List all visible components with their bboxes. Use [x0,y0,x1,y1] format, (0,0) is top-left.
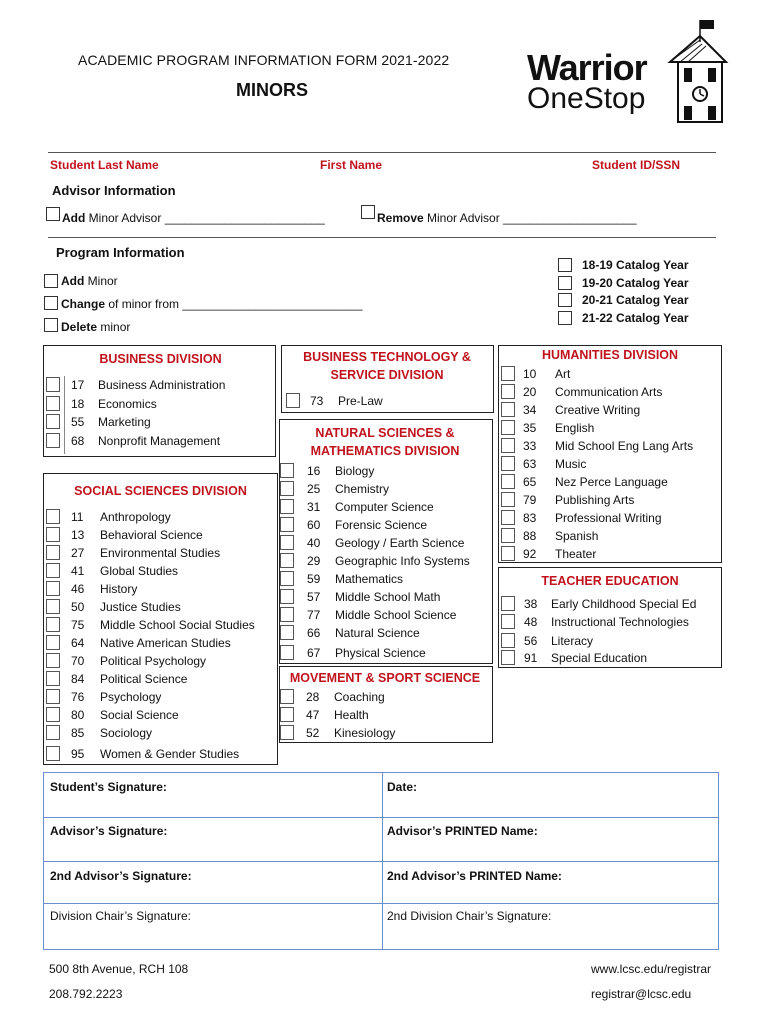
remove-advisor-label: Remove Minor Advisor ____________________ [377,211,637,225]
advisor-signature-field[interactable]: Advisor’s Signature: [50,824,168,838]
minor-checkbox[interactable] [501,650,515,665]
divider [48,152,716,153]
advisor-info-heading: Advisor Information [52,183,176,198]
minor-code: 75 [71,618,85,632]
minor-code: 40 [307,536,321,550]
second-division-chair-signature-field[interactable]: 2nd Division Chair’s Signature: [387,909,552,923]
minor-code: 38 [524,597,538,611]
divider [48,237,716,238]
minor-checkbox[interactable] [280,499,294,514]
business-technology-division-box [281,345,494,413]
catalog-year-checkbox[interactable] [558,293,572,307]
minor-checkbox[interactable] [46,527,60,542]
business-division-title: BUSINESS DIVISION [99,352,222,366]
humanities-division-box [498,345,722,563]
minor-checkbox[interactable] [46,653,60,668]
social-sciences-division-box [43,473,278,765]
minor-checkbox[interactable] [280,707,294,722]
minor-checkbox[interactable] [46,509,60,524]
minor-code: 18 [71,396,85,411]
minor-code: 64 [71,636,85,650]
minor-name: Theater [555,547,597,561]
minor-name: Psychology [100,690,162,704]
minor-name: Political Psychology [100,654,207,668]
minor-name: Art [555,367,571,381]
minor-code: 33 [523,439,537,453]
minor-name: Kinesiology [334,726,396,740]
minor-name: Global Studies [100,564,179,578]
minor-code: 91 [524,651,538,665]
minor-name: Literacy [551,634,594,648]
minor-checkbox[interactable] [280,463,294,478]
minor-code: 84 [71,672,85,686]
footer-website[interactable]: www.lcsc.edu/registrar [591,962,712,976]
minor-checkbox[interactable] [501,596,515,611]
footer-phone: 208.792.2223 [49,987,123,1001]
minor-name: Natural Science [335,626,420,640]
minor-code: 79 [523,493,537,507]
minor-checkbox[interactable] [46,581,60,596]
minor-name: Native American Studies [100,636,231,650]
natural-sciences-title-line1: NATURAL SCIENCES & [315,426,455,440]
minor-name: Social Science [100,708,179,722]
humanities-division-title: HUMANITIES DIVISION [541,348,679,362]
natural-sciences-title-line2: MATHEMATICS DIVISION [310,444,460,458]
minor-checkbox[interactable] [46,414,60,429]
minor-checkbox[interactable] [501,614,515,629]
form-subtitle: MINORS [236,80,308,100]
minor-checkbox[interactable] [46,433,60,448]
minor-code: 83 [523,511,537,525]
minor-name: Mid School Eng Lang Arts [555,439,694,453]
minor-checkbox[interactable] [46,671,60,686]
division-chair-signature-field[interactable]: Division Chair’s Signature: [50,909,191,923]
minor-code: 27 [71,546,85,560]
minor-checkbox[interactable] [280,625,294,640]
minor-checkbox[interactable] [501,438,515,453]
logo-text-warrior: Warrior [527,47,647,88]
minor-code: 16 [307,464,321,478]
minor-code: 95 [71,747,85,761]
minor-name: Behavioral Science [100,528,203,542]
minor-checkbox[interactable] [46,617,60,632]
second-advisor-signature-field[interactable]: 2nd Advisor’s Signature: [50,869,192,883]
minor-name: Middle School Science [335,608,457,622]
minor-checkbox[interactable] [280,571,294,586]
minor-name: Nonprofit Management [98,433,221,448]
movement-sport-division-box [279,666,493,743]
minor-checkbox[interactable] [501,402,515,417]
minor-code: 76 [71,690,85,704]
minor-code: 20 [523,385,537,399]
business-technology-title-line2: SERVICE DIVISION [330,368,444,382]
minor-code: 41 [71,564,85,578]
add-minor-label: Add Minor [61,274,118,288]
change-minor-label: Change of minor from ___________________________ [61,297,363,311]
minor-name: Nez Perce Language [555,475,668,489]
minor-checkbox[interactable] [46,545,60,560]
minor-name: Environmental Studies [100,546,221,560]
minor-name: Marketing [98,415,151,429]
minor-code: 46 [71,582,85,596]
minor-name: History [100,582,138,596]
minor-code: 66 [307,626,321,640]
add-advisor-label: Add Minor Advisor ________________________ [62,211,325,225]
minor-checkbox[interactable] [280,645,294,660]
minor-code: 48 [524,615,538,629]
minor-checkbox[interactable] [280,725,294,740]
delete-minor-checkbox[interactable] [44,318,58,332]
minor-name: Economics [98,396,157,411]
minor-checkbox[interactable] [46,563,60,578]
minor-code: 10 [523,367,537,381]
minor-code: 13 [71,528,85,542]
advisor-printed-name-field[interactable]: Advisor’s PRINTED Name: [387,824,538,838]
remove-advisor-checkbox[interactable] [361,205,375,219]
add-advisor-checkbox[interactable] [46,207,60,221]
minor-code: 50 [71,600,85,614]
minor-name: Sociology [100,726,153,740]
natural-sciences-division-box [279,419,493,664]
minor-checkbox[interactable] [46,689,60,704]
minor-name: Business Administration [98,378,226,392]
minor-checkbox[interactable] [46,377,60,392]
minor-code: 31 [307,500,321,514]
minor-name: Publishing Arts [555,493,635,507]
second-advisor-printed-name-field[interactable]: 2nd Advisor’s PRINTED Name: [387,869,562,883]
minor-code: 85 [71,726,85,740]
minor-name: Women & Gender Studies [100,747,240,761]
minor-name: Early Childhood Special Ed [551,597,697,611]
minor-checkbox[interactable] [501,456,515,471]
minor-code: 25 [307,482,321,496]
student-signature-field[interactable]: Student’s Signature: [50,780,167,794]
catalog-year-checkbox[interactable] [558,311,572,325]
signature-table [43,772,719,950]
catalog-year-label: 21-22 Catalog Year [582,311,689,325]
minor-checkbox[interactable] [501,366,515,381]
minor-checkbox[interactable] [280,517,294,532]
minor-name: Coaching [334,690,385,704]
minor-checkbox[interactable] [46,725,60,740]
date-field[interactable]: Date: [387,780,418,794]
minor-code: 52 [306,726,320,740]
minor-name: Communication Arts [555,385,663,399]
minor-checkbox[interactable] [501,633,515,648]
minor-code: 68 [71,433,85,448]
catalog-year-label: 19-20 Catalog Year [582,276,689,290]
minor-checkbox[interactable] [501,528,515,543]
first-name-label: First Name [320,158,383,172]
minor-name: Biology [335,464,375,478]
minor-checkbox[interactable] [501,546,515,561]
minor-checkbox[interactable] [280,535,294,550]
minor-code: 92 [523,547,537,561]
social-sciences-division-title: SOCIAL SCIENCES DIVISION [74,484,247,498]
minor-checkbox[interactable] [280,689,294,704]
minor-code: 34 [523,403,537,417]
minor-code: 55 [71,415,85,429]
minor-code: 59 [307,572,321,586]
minor-code: 17 [71,378,85,392]
minor-checkbox[interactable] [46,746,60,761]
minor-name: Justice Studies [100,600,181,614]
minor-code: 70 [71,654,85,668]
minor-checkbox[interactable] [46,396,60,411]
minor-checkbox[interactable] [46,707,60,722]
minor-name: Geographic Info Systems [335,554,470,568]
footer-email[interactable]: registrar@lcsc.edu [591,987,692,1001]
logo-text-onestop: OneStop [527,82,646,115]
program-info-heading: Program Information [56,245,185,260]
minor-name: English [555,421,595,435]
minor-checkbox[interactable] [501,420,515,435]
minor-code: 65 [523,475,537,489]
minor-checkbox[interactable] [501,384,515,399]
business-division-box [43,345,276,457]
minor-code: 73 [310,394,324,408]
minor-code: 35 [523,421,537,435]
minor-name: Geology / Earth Science [335,536,465,550]
catalog-year-checkbox[interactable] [558,276,572,290]
business-technology-title-line1: BUSINESS TECHNOLOGY & [303,350,471,364]
minor-name: Physical Science [335,646,426,660]
add-minor-checkbox[interactable] [44,274,58,288]
minor-checkbox[interactable] [501,510,515,525]
minor-code: 29 [307,554,321,568]
minor-code: 60 [307,518,321,532]
minor-name: Forensic Science [335,518,428,532]
minor-name: Mathematics [335,572,404,586]
minor-name: Middle School Social Studies [100,618,255,632]
minor-code: 47 [306,708,320,722]
minor-name: Special Education [551,651,648,665]
catalog-year-checkbox[interactable] [558,258,572,272]
minor-checkbox[interactable] [501,492,515,507]
minor-name: Middle School Math [335,590,441,604]
minor-name: Spanish [555,529,599,543]
teacher-education-title: TEACHER EDUCATION [541,574,679,588]
minor-code: 77 [307,608,321,622]
minor-name: Anthropology [100,510,171,524]
minor-name: Creative Writing [555,403,641,417]
minor-checkbox[interactable] [280,553,294,568]
minor-code: 11 [71,510,84,524]
teacher-education-box [498,567,722,668]
minor-name: Professional Writing [555,511,662,525]
minor-checkbox[interactable] [286,393,300,408]
footer-address: 500 8th Avenue, RCH 108 [49,962,189,976]
minor-name: Instructional Technologies [551,615,689,629]
minor-code: 56 [524,634,538,648]
minor-code: 88 [523,529,537,543]
minor-name: Music [555,457,587,471]
minor-name: Chemistry [335,482,390,496]
minor-checkbox[interactable] [280,589,294,604]
minor-code: 63 [523,457,537,471]
minor-name: Political Science [100,672,188,686]
minor-code: 28 [306,690,320,704]
change-minor-checkbox[interactable] [44,296,58,310]
movement-sport-title: MOVEMENT & SPORT SCIENCE [289,671,481,685]
minor-code: 67 [307,646,321,660]
minor-name: Computer Science [335,500,434,514]
minor-name: Pre-Law [338,394,383,408]
minor-checkbox[interactable] [280,481,294,496]
minor-checkbox[interactable] [46,635,60,650]
minor-name: Health [334,708,369,722]
minor-checkbox[interactable] [280,607,294,622]
catalog-year-label: 18-19 Catalog Year [582,258,689,272]
student-last-name-label: Student Last Name [50,158,159,172]
student-id-label: Student ID/SSN [592,158,681,172]
delete-minor-label: Delete minor [61,320,131,334]
minor-checkbox[interactable] [501,474,515,489]
minor-code: 80 [71,708,85,722]
catalog-year-label: 20-21 Catalog Year [582,293,689,307]
minor-checkbox[interactable] [46,599,60,614]
form-title: ACADEMIC PROGRAM INFORMATION FORM 2021-2022 [78,52,450,68]
minor-code: 57 [307,590,321,604]
clock-tower-logo-icon [640,14,730,124]
